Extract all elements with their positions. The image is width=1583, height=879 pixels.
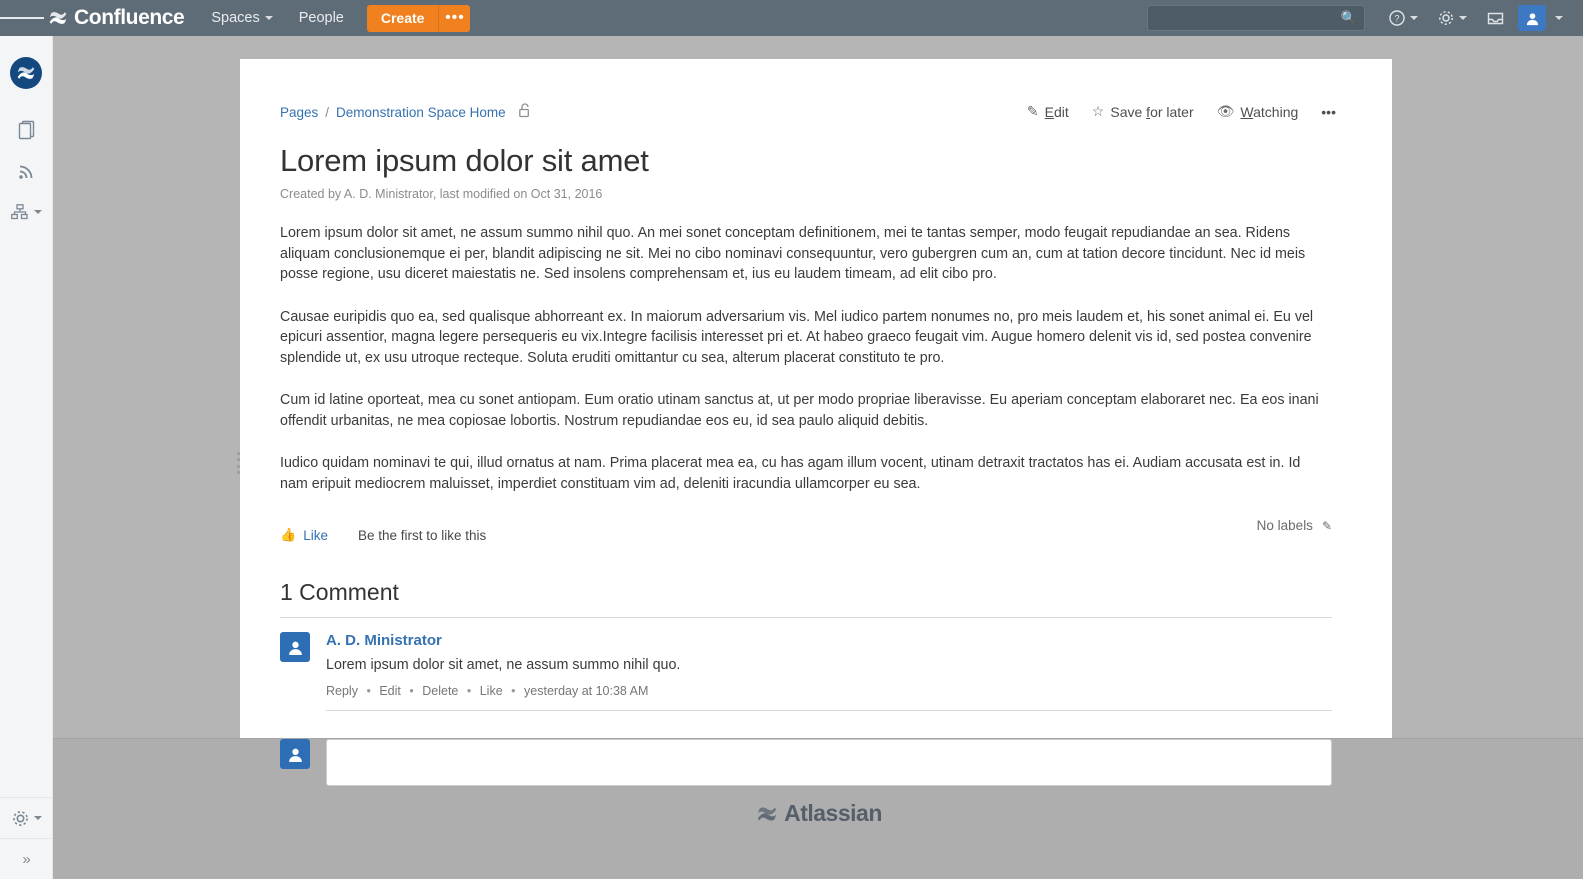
sidebar-collapse-toggle[interactable] <box>0 838 53 879</box>
svg-text:?: ? <box>1394 13 1400 24</box>
nav-spaces[interactable] <box>198 0 285 36</box>
chevron-down-icon <box>1459 16 1467 20</box>
chevron-down-icon <box>265 16 273 20</box>
watch-label: Watching <box>1240 103 1299 120</box>
save-for-later-label: Save for later <box>1110 103 1194 120</box>
chevron-down-icon <box>1410 16 1418 20</box>
pages-icon <box>18 120 36 140</box>
expand-icon: » <box>22 850 31 868</box>
sidebar-item-space-tools[interactable] <box>0 797 53 838</box>
avatar[interactable] <box>280 632 310 662</box>
nav-spaces-label: Spaces <box>211 10 260 26</box>
comment-input[interactable] <box>326 739 1332 786</box>
comment-author[interactable]: A. D. Ministrator <box>326 632 442 649</box>
space-logo-icon[interactable] <box>10 57 42 89</box>
atlassian-logo-text: Atlassian <box>784 800 882 826</box>
comment-text: Lorem ipsum dolor sit amet, ne assum summo nihil quo. <box>326 657 681 673</box>
labels-area[interactable] <box>1257 518 1332 533</box>
inbox-icon[interactable] <box>1477 0 1514 36</box>
chevron-down-icon <box>34 210 42 214</box>
thumbs-up-icon: 👍 <box>280 527 297 542</box>
sidebar-item-blog[interactable] <box>0 150 53 191</box>
comment-item <box>280 618 1332 711</box>
sidebar-item-page-tree[interactable] <box>0 191 53 232</box>
chevron-down-icon <box>34 816 42 820</box>
sidebar-bottom-group <box>0 797 53 879</box>
star-icon: ☆ <box>1091 103 1105 119</box>
more-icon: ••• <box>1321 103 1336 120</box>
top-nav-right-group <box>1147 0 1583 36</box>
sidebar-item-pages[interactable] <box>0 109 53 150</box>
chevron-down-icon <box>1555 16 1563 20</box>
confluence-logo[interactable] <box>44 6 198 30</box>
save-for-later-button[interactable] <box>1092 103 1194 120</box>
sidebar-resize-handle[interactable] <box>237 452 242 474</box>
page-action-bar <box>1004 103 1336 120</box>
eye-icon: 👁 <box>1216 103 1235 119</box>
page-tree-icon <box>11 204 29 220</box>
new-comment-row <box>280 739 1332 786</box>
pencil-icon[interactable]: ✎ <box>1321 518 1332 533</box>
nav-people-label: People <box>298 10 344 26</box>
edit-label: Edit <box>1044 103 1069 120</box>
help-icon[interactable] <box>1379 0 1428 36</box>
page-paragraph: Iudico quidam nominavi te qui, illud ornatus at nam. Prima placerat mea ea, cu has agam illum vocent, utinam detraxit tractatos has ei. Audiam accusata est in. Id nam eripuit mediocrem maluisset, imperdiet constituam vim ad, deleniti iracundia ullamcorper eu sea. <box>280 455 1301 492</box>
search-icon: 🔍 <box>1340 10 1357 25</box>
space-sidebar <box>0 36 53 879</box>
page-metadata: Created by A. D. Ministrator, last modified on Oct 31, 2016 <box>280 187 603 201</box>
comment-timestamp: yesterday at 10:38 AM <box>524 684 649 698</box>
page-paragraph: Causae euripidis quo ea, sed qualisque abhorreant ex. In maiorum adversarium vis. Mel iudico partem nonumes no, pro meis laudem et, his sonet animal ei. Eu vel epicuri assentior, magna legere persequeris eu vix.Integre facilisis interesset pri et. At habeo graeco feugait vim. Augue homero delenit vis id, sed postea convenire splendide ut, ex usu utroque recteque. Soluta eruditi omittantur cu sea, alterum placerat constituto te pro. <box>280 308 1314 366</box>
breadcrumb-separator: / <box>325 104 330 120</box>
search-input[interactable] <box>1147 5 1365 31</box>
comments-heading: 1 Comment <box>280 579 399 605</box>
watch-button[interactable] <box>1217 103 1299 120</box>
avatar[interactable] <box>1518 5 1546 31</box>
create-more-button[interactable]: ••• <box>438 5 470 32</box>
breadcrumb-space-home[interactable]: Demonstration Space Home <box>336 104 506 120</box>
top-navigation-bar <box>0 0 1583 36</box>
like-label: Like <box>303 527 328 543</box>
brand-title: Confluence <box>74 6 185 29</box>
like-button[interactable] <box>280 527 328 543</box>
unlocked-padlock-icon[interactable] <box>519 103 531 121</box>
page-content-card <box>240 59 1392 738</box>
like-row <box>280 518 1332 543</box>
atlassian-logo <box>754 800 882 827</box>
labels-text: No labels <box>1256 518 1313 533</box>
atlassian-mark-icon <box>754 803 780 825</box>
pencil-icon: ✎ <box>1026 103 1039 119</box>
comment-delete[interactable]: Delete <box>422 684 459 698</box>
like-hint: Be the first to like this <box>357 527 487 543</box>
page-paragraph: Lorem ipsum dolor sit amet, ne assum summo nihil quo. An mei sonet conceptam definitionem, mei te tantas semper, modo feugait repudiandae an sea. Ridens aliquam conclusionemque ei per, blandit adipiscing ne sit. Mei no cibo nominavi consequuntur, vero gubergren cum an, cum at tation decore tincidunt. Nec id meis posse regione, usu diceret maiestatis ne. Sed insolens comprehensam et, ius eu laudem timeam, ad elit cibo pro. <box>280 225 1306 282</box>
profile-chevron-icon[interactable] <box>1546 0 1573 36</box>
avatar[interactable] <box>280 739 310 769</box>
page-title: Lorem ipsum dolor sit amet <box>280 143 649 178</box>
comment-edit[interactable]: Edit <box>379 684 401 698</box>
menu-hamburger-icon[interactable] <box>0 0 44 36</box>
more-actions-button[interactable] <box>1321 104 1336 120</box>
page-paragraph: Cum id latine oporteat, mea cu sonet antiopam. Eum oratio utinam sanctus at, ut per modo propriae liberavisse. Eu aperiam conceptam elaboraret nec. Ea eos inani offendit urbanitas, ne mea copiosae lobortis. Nostrum repudiandae eos eu, id sea paulo aliquid debitis. <box>280 392 1319 429</box>
create-button[interactable]: Create <box>367 5 439 32</box>
gear-icon <box>12 810 29 827</box>
gear-icon[interactable] <box>1428 0 1477 36</box>
blog-icon <box>18 162 36 180</box>
divider <box>326 710 1332 711</box>
edit-button[interactable] <box>1027 103 1069 120</box>
confluence-mark-icon <box>48 8 68 28</box>
breadcrumb-pages[interactable]: Pages <box>280 104 319 120</box>
comment-actions: Reply • Edit • Delete • Like • yesterday at 10:38 AM <box>326 684 649 698</box>
nav-people[interactable] <box>286 0 357 36</box>
comment-like[interactable]: Like <box>479 684 503 698</box>
comment-reply[interactable]: Reply <box>326 684 358 698</box>
